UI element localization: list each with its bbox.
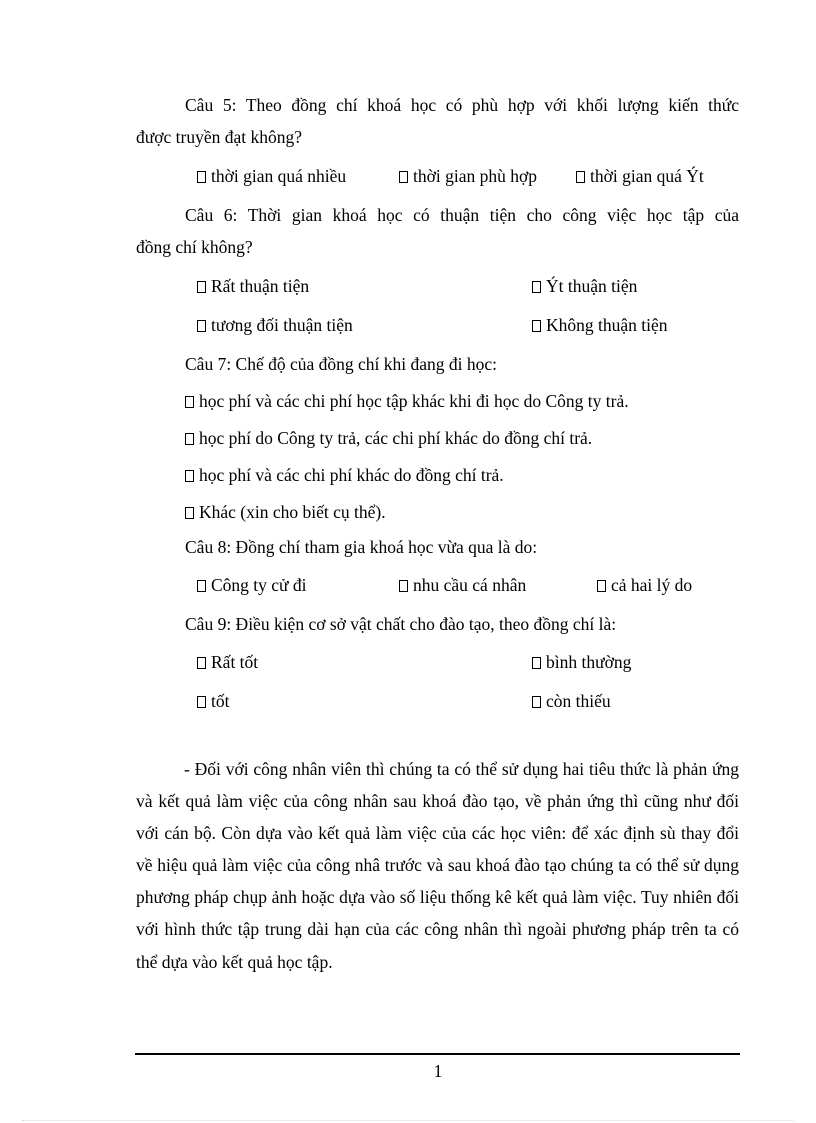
checkbox-icon xyxy=(197,657,206,669)
option-label: học phí và các chi phí khác do đồng chí trả. xyxy=(199,465,504,485)
page-bottom-divider xyxy=(22,1120,794,1121)
q9-option-4[interactable] xyxy=(532,690,611,712)
option-label: học phí do Công ty trả, các chi phí khác do đồng chí trả. xyxy=(199,428,593,448)
q8-option-2[interactable] xyxy=(399,574,526,596)
checkbox-icon xyxy=(197,281,206,293)
q7-option-1[interactable] xyxy=(185,390,629,412)
q8-option-1[interactable] xyxy=(197,574,307,596)
checkbox-icon xyxy=(197,171,206,183)
checkbox-icon xyxy=(185,507,194,519)
option-label: tương đối thuận tiện xyxy=(211,315,353,335)
question-5-text-cont: được truyền đạt không? xyxy=(136,127,302,147)
q8-option-3[interactable] xyxy=(597,574,692,596)
checkbox-icon xyxy=(532,657,541,669)
question-9-text: Câu 9: Điều kiện cơ sở vật chất cho đào tạo, theo đồng chí là: xyxy=(185,614,617,634)
option-label: cả hai lý do xyxy=(611,575,693,595)
option-label: Rất tốt xyxy=(211,652,259,672)
q9-option-1[interactable] xyxy=(197,651,258,673)
option-label: còn thiếu xyxy=(546,691,611,711)
q6-option-4[interactable] xyxy=(532,314,668,336)
option-label: Khác (xin cho biết cụ thể). xyxy=(199,502,386,522)
q9-option-3[interactable] xyxy=(197,690,229,712)
option-label: học phí và các chi phí học tập khác khi đi học do Công ty trả. xyxy=(199,391,629,411)
q6-option-1[interactable] xyxy=(197,275,309,297)
question-6-text: Câu 6: Thời gian khoá học có thuận tiện cho công việc học tập của xyxy=(185,205,739,225)
checkbox-icon xyxy=(185,433,194,445)
checkbox-icon xyxy=(597,580,606,592)
checkbox-icon xyxy=(399,580,408,592)
option-label: Công ty cử đi xyxy=(211,575,307,595)
option-label: Rất thuận tiện xyxy=(211,276,310,296)
q6-option-3[interactable] xyxy=(197,314,353,336)
option-label: nhu cầu cá nhân xyxy=(413,575,527,595)
q7-option-3[interactable] xyxy=(185,464,504,486)
footer-rule xyxy=(135,1053,740,1055)
checkbox-icon xyxy=(197,320,206,332)
page-number: 1 xyxy=(433,1061,443,1081)
checkbox-icon xyxy=(197,696,206,708)
checkbox-icon xyxy=(399,171,408,183)
q5-option-3[interactable] xyxy=(576,165,704,187)
checkbox-icon xyxy=(185,470,194,482)
q7-option-2[interactable] xyxy=(185,427,592,449)
checkbox-icon xyxy=(532,281,541,293)
q9-option-2[interactable] xyxy=(532,651,631,673)
q6-option-2[interactable] xyxy=(532,275,637,297)
checkbox-icon xyxy=(576,171,585,183)
option-label: bình thường xyxy=(546,652,632,672)
checkbox-icon xyxy=(185,396,194,408)
option-label: Ýt thuận tiện xyxy=(546,276,638,296)
checkbox-icon xyxy=(532,696,541,708)
checkbox-icon xyxy=(197,580,206,592)
checkbox-icon xyxy=(532,320,541,332)
option-label: thời gian phù hợp xyxy=(413,166,537,186)
option-label: thời gian quá Ýt xyxy=(590,166,704,186)
option-label: tốt xyxy=(211,691,230,711)
q7-option-4[interactable] xyxy=(185,501,386,523)
question-8-text: Câu 8: Đồng chí tham gia khoá học vừa qua là do: xyxy=(185,537,538,557)
body-paragraph: - Đối với công nhân viên thì chúng ta có thể sử dụng hai tiêu thức là phản ứng và kết quả làm việc của công nhân sau khoá đào tạo, về phản ứng thì cũng như đối với cán bộ. Còn dựa vào kết quả làm việc của các học viên: để xác định sù thay đổi về hiệu quả làm việc của công nhâ trước và sau khoá đào tạo chúng ta có thể sử dụng phương pháp chụp ảnh hoặc dựa vào số liệu thống kê kết quả làm việc. Tuy nhiên đối với hình thức tập trung dài hạn của các công nhân thì ngoài phương pháp trên ta có thể dựa vào kết quả học tập. xyxy=(136,759,739,972)
option-label: Không thuận tiện xyxy=(546,315,668,335)
q5-option-1[interactable] xyxy=(197,165,346,187)
q5-option-2[interactable] xyxy=(399,165,537,187)
option-label: thời gian quá nhiều xyxy=(211,166,347,186)
question-6-text-cont: đồng chí không? xyxy=(136,237,253,257)
question-5-text: Câu 5: Theo đồng chí khoá học có phù hợp với khối lượng kiến thức xyxy=(185,95,739,115)
question-7-text: Câu 7: Chế độ của đồng chí khi đang đi học: xyxy=(185,354,498,374)
